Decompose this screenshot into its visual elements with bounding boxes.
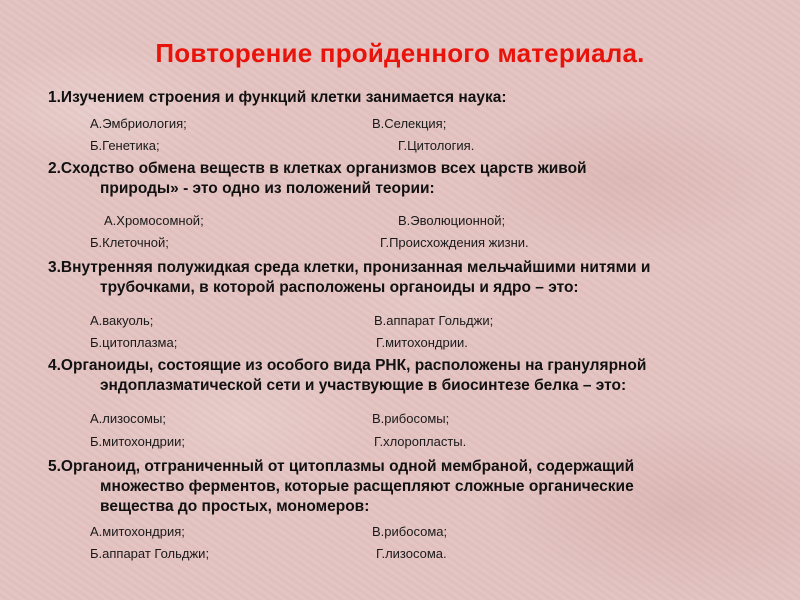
option-v: В.рибосомы; bbox=[372, 411, 450, 426]
option-v: В.Селекция; bbox=[372, 116, 447, 131]
question-line: 4.Органоиды, состоящие из особого вида РНК, расположены на гранулярной bbox=[48, 357, 647, 374]
option-b: Б.Генетика; bbox=[90, 138, 160, 153]
option-b: Б.аппарат Гольджи; bbox=[90, 546, 210, 561]
option-v: В.Эволюционной; bbox=[398, 213, 506, 228]
option-a: А.лизосомы; bbox=[90, 411, 166, 426]
option-a: А.вакуоль; bbox=[90, 313, 154, 328]
question-line: множество ферментов, которые расщепляют сложные органические bbox=[100, 478, 634, 495]
question-line: эндоплазматической сети и участвующие в биосинтезе белка – это: bbox=[100, 377, 627, 394]
option-g: Г.хлоропласты. bbox=[374, 434, 467, 449]
question-line: вещества до простых, мономеров: bbox=[100, 498, 370, 515]
option-g: Г.лизосома. bbox=[376, 546, 447, 561]
question-line: 2.Сходство обмена веществ в клетках организмов всех царств живой bbox=[48, 160, 587, 177]
option-a: А.Эмбриология; bbox=[90, 116, 187, 131]
question-3 bbox=[48, 258, 650, 298]
option-v: В.рибосома; bbox=[372, 524, 448, 539]
question-line: 3.Внутренняя полужидкая среда клетки, пронизанная мельчайшими нитями и bbox=[48, 259, 651, 276]
option-b: Б.Клеточной; bbox=[90, 235, 169, 250]
question-line: 1.Изучением строения и функций клетки занимается наука: bbox=[48, 89, 507, 106]
option-g: Г.Цитология. bbox=[398, 138, 475, 153]
question-line: природы» - это одно из положений теории: bbox=[100, 180, 435, 197]
option-v: В.аппарат Гольджи; bbox=[374, 313, 494, 328]
option-a: А.митохондрия; bbox=[90, 524, 185, 539]
question-2 bbox=[48, 159, 587, 199]
question-5 bbox=[48, 457, 634, 517]
option-a: А.Хромосомной; bbox=[104, 213, 204, 228]
question-4 bbox=[48, 356, 646, 396]
slide-title: Повторение пройденного материала. bbox=[155, 38, 645, 68]
option-g: Г.митохондрии. bbox=[376, 335, 468, 350]
question-line: трубочками, в которой расположены органоиды и ядро – это: bbox=[100, 279, 579, 296]
option-g: Г.Происхождения жизни. bbox=[380, 235, 529, 250]
question-line: 5.Органоид, отграниченный от цитоплазмы одной мембраной, содержащий bbox=[48, 458, 635, 475]
option-b: Б.цитоплазма; bbox=[90, 335, 178, 350]
question-1 bbox=[48, 88, 507, 108]
option-b: Б.митохондрии; bbox=[90, 434, 185, 449]
